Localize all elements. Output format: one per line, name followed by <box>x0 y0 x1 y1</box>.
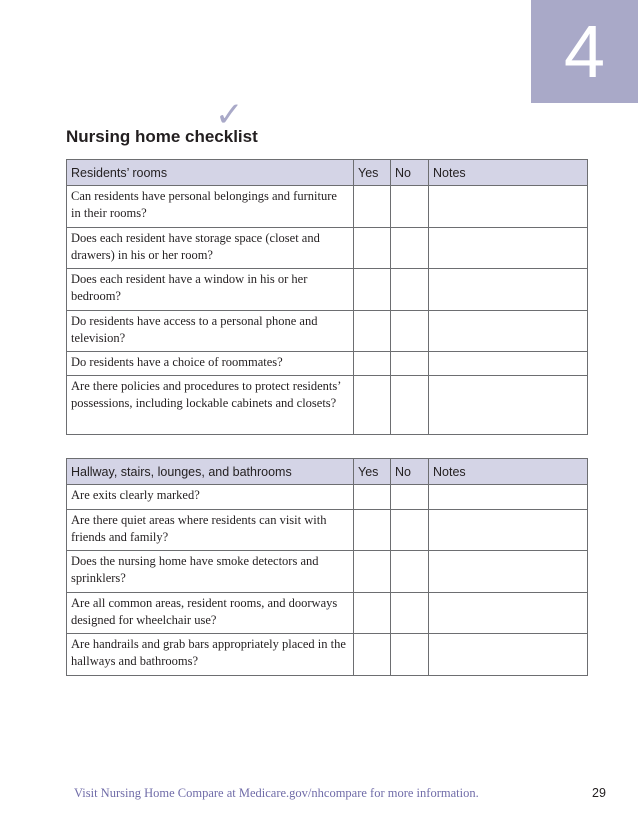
notes-column-header: Notes <box>429 459 588 485</box>
question-text: Does each resident have storage space (closet and drawers) in his or her room? <box>67 228 354 269</box>
notes-cell[interactable] <box>429 228 588 269</box>
yes-cell[interactable] <box>354 228 391 269</box>
page-title: Nursing home checklist <box>66 127 258 146</box>
checkmark-icon: ✓ <box>215 95 244 135</box>
no-cell[interactable] <box>391 186 429 228</box>
question-text: Are there policies and procedures to protect residents’ possessions, including lockable cabinets and closets? <box>67 376 354 435</box>
notes-cell[interactable] <box>429 376 588 435</box>
yes-cell[interactable] <box>354 269 391 311</box>
no-cell[interactable] <box>391 228 429 269</box>
yes-cell[interactable] <box>354 352 391 376</box>
table-header-row <box>67 459 588 485</box>
table-row <box>67 551 588 593</box>
table-row <box>67 376 588 435</box>
no-cell[interactable] <box>391 593 429 634</box>
yes-cell[interactable] <box>354 311 391 352</box>
yes-cell[interactable] <box>354 551 391 593</box>
yes-column-header: Yes <box>354 459 391 485</box>
question-text: Do residents have access to a personal phone and television? <box>67 311 354 352</box>
question-text: Are all common areas, resident rooms, and doorways designed for wheelchair use? <box>67 593 354 634</box>
question-text: Does each resident have a window in his or her bedroom? <box>67 269 354 311</box>
notes-cell[interactable] <box>429 269 588 311</box>
residents-rooms-table <box>66 159 588 435</box>
yes-cell[interactable] <box>354 510 391 551</box>
no-cell[interactable] <box>391 551 429 593</box>
no-cell[interactable] <box>391 634 429 676</box>
yes-cell[interactable] <box>354 593 391 634</box>
table-row <box>67 269 588 311</box>
no-cell[interactable] <box>391 269 429 311</box>
table-header-row <box>67 160 588 186</box>
notes-cell[interactable] <box>429 352 588 376</box>
no-cell[interactable] <box>391 485 429 510</box>
section-heading: Hallway, stairs, lounges, and bathrooms <box>67 459 354 485</box>
table-row <box>67 186 588 228</box>
notes-cell[interactable] <box>429 311 588 352</box>
table-row <box>67 311 588 352</box>
question-text: Are there quiet areas where residents can visit with friends and family? <box>67 510 354 551</box>
notes-cell[interactable] <box>429 551 588 593</box>
no-cell[interactable] <box>391 376 429 435</box>
question-text: Are exits clearly marked? <box>67 485 354 510</box>
hallway-stairs-table <box>66 458 588 676</box>
yes-cell[interactable] <box>354 186 391 228</box>
no-column-header: No <box>391 160 429 186</box>
notes-cell[interactable] <box>429 593 588 634</box>
notes-cell[interactable] <box>429 510 588 551</box>
table-row <box>67 510 588 551</box>
question-text: Does the nursing home have smoke detectors and sprinklers? <box>67 551 354 593</box>
no-cell[interactable] <box>391 352 429 376</box>
table-row <box>67 485 588 510</box>
chapter-tab: 4 <box>531 0 638 103</box>
table-row <box>67 228 588 269</box>
page-number: 29 <box>592 786 606 800</box>
no-cell[interactable] <box>391 510 429 551</box>
table-row <box>67 352 588 376</box>
notes-cell[interactable] <box>429 485 588 510</box>
notes-cell[interactable] <box>429 634 588 676</box>
section-heading: Residents’ rooms <box>67 160 354 186</box>
footer-text: Visit Nursing Home Compare at Medicare.gov/nhcompare for more information. <box>74 786 479 800</box>
yes-column-header: Yes <box>354 160 391 186</box>
yes-cell[interactable] <box>354 634 391 676</box>
no-column-header: No <box>391 459 429 485</box>
notes-column-header: Notes <box>429 160 588 186</box>
notes-cell[interactable] <box>429 186 588 228</box>
table-row <box>67 634 588 676</box>
question-text: Do residents have a choice of roommates? <box>67 352 354 376</box>
yes-cell[interactable] <box>354 485 391 510</box>
question-text: Can residents have personal belongings and furniture in their rooms? <box>67 186 354 228</box>
no-cell[interactable] <box>391 311 429 352</box>
table-row <box>67 593 588 634</box>
question-text: Are handrails and grab bars appropriately placed in the hallways and bathrooms? <box>67 634 354 676</box>
yes-cell[interactable] <box>354 376 391 435</box>
